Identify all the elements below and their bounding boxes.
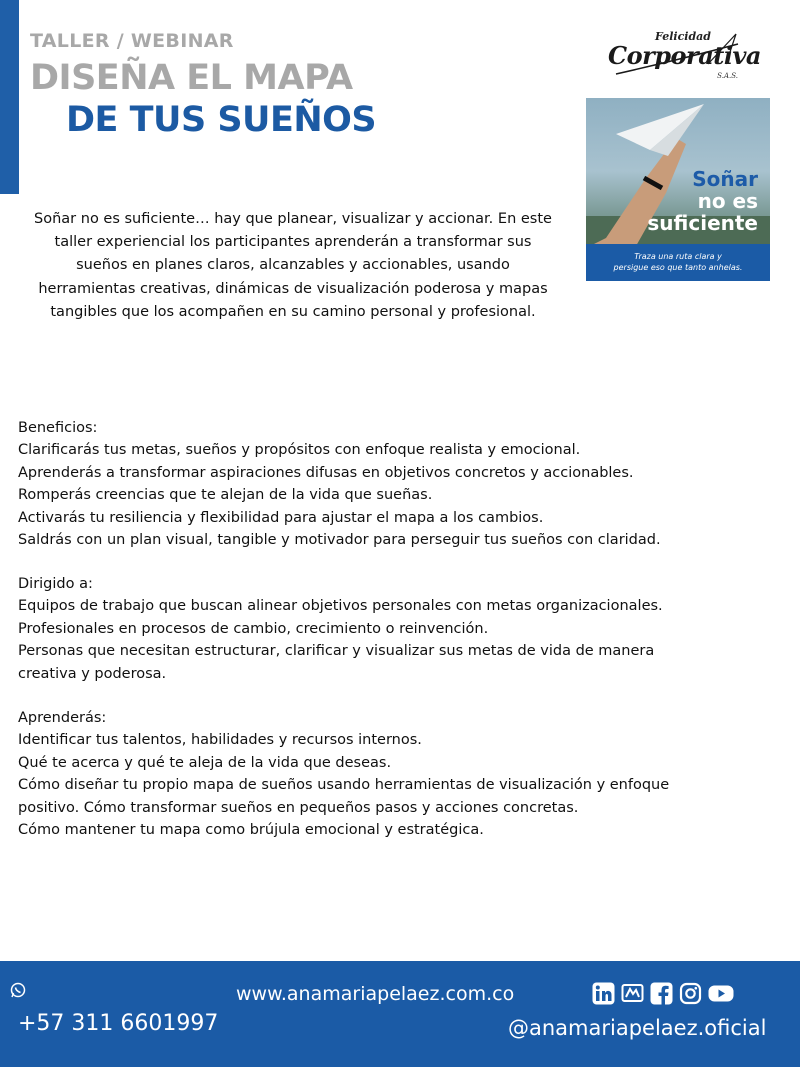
promo-sub2: persigue eso que tanto anhelas. [613, 263, 743, 272]
page-title-line1: DISEÑA EL MAPA [30, 58, 353, 98]
facebook-icon[interactable] [650, 982, 673, 1005]
promo-image [586, 98, 770, 281]
benefits-heading: Beneficios: [18, 420, 98, 436]
benefits-section [18, 417, 788, 551]
list-item: Clarificarás tus metas, sueños y propósitos con enfoque realista y emocional. [18, 442, 581, 459]
list-item: Romperás creencias que te alejan de la vida que sueñas. [18, 487, 433, 504]
promo-sub1: Traza una ruta clara y [634, 252, 722, 261]
company-logo [608, 30, 761, 86]
list-item: Identificar tus talentos, habilidades y recursos internos. [18, 732, 422, 749]
list-item: Cómo diseñar tu propio mapa de sueños usando herramientas de visualización y enfoque [18, 777, 670, 794]
list-item: creativa y poderosa. [18, 665, 167, 682]
list-item: Aprenderás a transformar aspiraciones difusas en objetivos concretos y accionables. [18, 464, 634, 481]
whatsapp-icon[interactable] [10, 982, 26, 1002]
list-item: Cómo mantener tu mapa como brújula emocional y estratégica. [18, 822, 484, 839]
list-item: Personas que necesitan estructurar, clarificar y visualizar sus metas de vida de manera [18, 643, 655, 660]
list-item: Qué te acerca y qué te aleja de la vida que deseas. [18, 754, 392, 771]
list-item: Saldrás con un plan visual, tangible y motivador para perseguir tus sueños con claridad. [18, 532, 661, 549]
website-link[interactable]: www.anamariapelaez.com.co [236, 983, 515, 1005]
learn-heading: Aprenderás: [18, 710, 107, 726]
phone-number[interactable]: +57 311 6601997 [18, 1011, 219, 1036]
social-icons [592, 982, 731, 1005]
footer [0, 961, 800, 1067]
promo-line2: no es [697, 189, 758, 213]
logo-main-text: Corporativa [608, 41, 761, 70]
instagram-icon[interactable] [679, 982, 702, 1005]
accent-bar [0, 0, 19, 194]
promo-line3: suficiente [647, 211, 758, 235]
list-item: positivo. Cómo transformar sueños en pequeños pasos y acciones concretas. [18, 799, 579, 816]
learn-section [18, 707, 788, 841]
linkedin-icon[interactable] [592, 982, 615, 1005]
list-item: Profesionales en procesos de cambio, crecimiento o reinvención. [18, 620, 489, 637]
logo-small-text: Felicidad [655, 30, 711, 43]
audience-heading: Dirigido a: [18, 576, 93, 592]
event-kicker: TALLER / WEBINAR [30, 30, 234, 52]
page-title-line2: DE TUS SUEÑOS [66, 100, 377, 140]
logo-suffix: S.A.S. [717, 72, 738, 80]
audience-section [18, 573, 788, 685]
intro-paragraph: Soñar no es suficiente… hay que planear, visualizar y accionar. En este taller experiencial los participantes aprenderán a transformar sus sueños en planes claros, alcanzables y accionables, usando herramientas creativas, dinámicas de visualización poderosa y mapas tangibles que los acompañen en su camino personal y profesional. [34, 211, 552, 320]
social-handle[interactable]: @anamariapelaez.oficial [508, 1016, 767, 1040]
promo-line1: Soñar [692, 167, 758, 191]
list-item: Equipos de trabajo que buscan alinear objetivos personales con metas organizacionales. [18, 598, 663, 615]
list-item: Activarás tu resiliencia y flexibilidad para ajustar el mapa a los cambios. [18, 509, 544, 526]
flag-icon[interactable] [621, 982, 644, 1005]
youtube-icon[interactable] [708, 982, 731, 1005]
